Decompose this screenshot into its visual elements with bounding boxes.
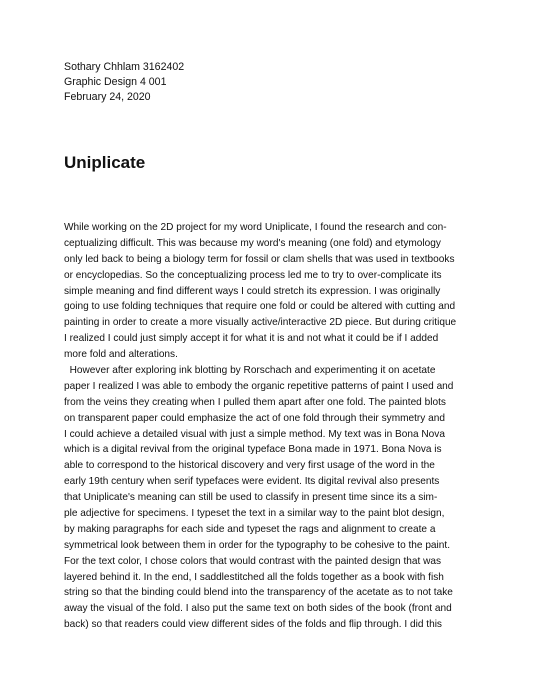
body-line: more fold and alterations. [64, 349, 178, 361]
date-line: February 24, 2020 [64, 91, 151, 103]
body-line: However after exploring ink blotting by Rorschach and experimenting it on acetate [64, 365, 436, 377]
body-line: that Uniplicate's meaning can still be used to classify in present time since its a sim- [64, 492, 438, 504]
body-line: ple adjective for specimens. I typeset the text in a similar way to the paint blot design, [64, 508, 445, 520]
body-line: which is a digital revival from the original typeface Bona made in 1971. Bona Nova is [64, 444, 442, 456]
body-line: symmetrical look between them in order for the typography to be cohesive to the paint. [64, 539, 451, 551]
body-line: painting in order to create a more visually active/interactive 2D piece. But during critique [64, 317, 457, 329]
course-line: Graphic Design 4 001 [64, 76, 167, 88]
body-line: simple meaning and find different ways I could stretch its expression. I was originally [64, 285, 441, 297]
body-line: able to correspond to the historical discovery and very first usage of the word in the [64, 460, 435, 472]
body-line: paper I realized I was able to embody the organic repetitive patterns of paint I used and [64, 380, 454, 392]
document-title: Uniplicate [64, 153, 146, 172]
body-line: away the visual of the fold. I also put the same text on both sides of the book (front and [64, 603, 452, 615]
author-line: Sothary Chhlam 3162402 [64, 61, 185, 73]
body-line: only led back to being a biology term for fossil or clam shells that was used in textbooks [64, 253, 455, 265]
body-line: going to use folding techniques that require one fold or could be altered with cutting and [64, 301, 456, 313]
body-line: on transparent paper could emphasize the act of one fold through their symmetry and [64, 412, 445, 424]
body-line: I could achieve a detailed visual with just a simple method. My text was in Bona Nova [64, 428, 445, 440]
body-line: early 19th century when serif typefaces were evident. Its digital revival also presents [64, 476, 440, 488]
body-line: ceptualizing difficult. This was because my word's meaning (one fold) and etymology [64, 237, 441, 249]
body-text [64, 220, 484, 633]
body-line: by making paragraphs for each side and typeset the rags and alignment to create a [64, 523, 436, 535]
body-line: While working on the 2D project for my word Uniplicate, I found the research and con- [64, 222, 447, 233]
body-line: layered behind it. In the end, I saddlestitched all the folds together as a book with fish [64, 571, 444, 583]
body-line: I realized I could just simply accept it for what it is and not what it could be if I added [64, 333, 439, 345]
body-line: back) so that readers could view different sides of the folds and flip through. I did this [64, 619, 442, 631]
body-line: or encyclopedias. So the conceptualizing process led me to try to over-complicate its [64, 269, 442, 281]
body-line: For the text color, I chose colors that would contrast with the painted design that was [64, 555, 442, 567]
body-line: from the veins they creating when I pulled them apart after one fold. The painted blots [64, 396, 446, 408]
body-line: string so that the binding could blend into the transparency of the acetate as to not take [64, 587, 453, 599]
document-header [64, 60, 184, 105]
